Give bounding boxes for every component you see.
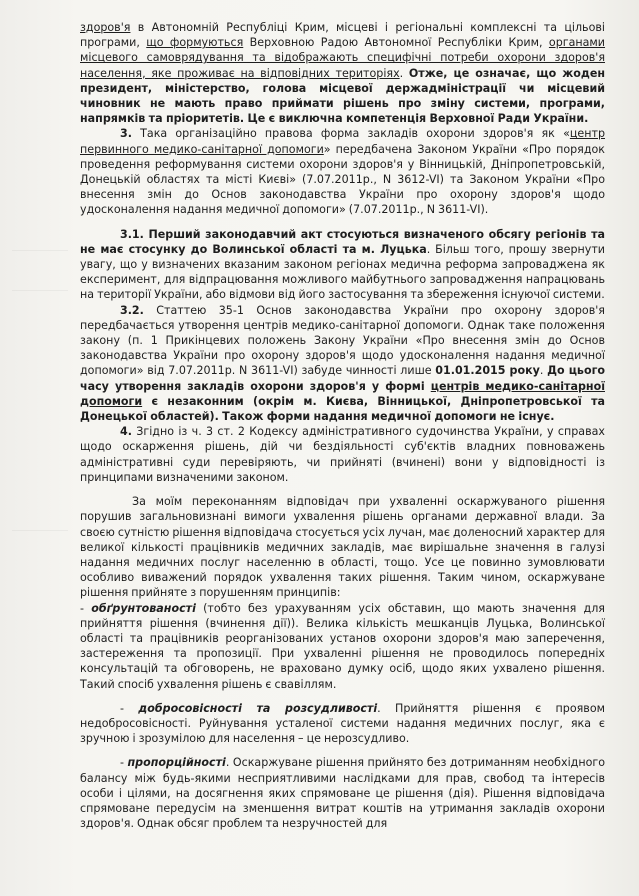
document-body: [80, 20, 605, 831]
paragraph: [80, 494, 605, 600]
text-span: здоров'я: [80, 21, 131, 34]
text-span: пропорційності: [127, 756, 226, 770]
text-span: Статтею 35-1 Основ законодавства України про охорону здоров'я передбачається утворення центрів медико-санітарної допомоги. Однак таке положення закону (п. 1 Прикінцевих положень Закону України «Про внесення змін до Основ законодавства України про охорону здоров'я щодо удосконалення надання медичної допомоги» від 7.07.2011р. N 3611-VI) забуде чинності лише: [80, 303, 605, 378]
text-span: органами місцевого самоврядування та відображають специфічні потреби охорони здоров'я населення, яке проживає на відповідних територіях: [80, 36, 606, 80]
text-span: -: [80, 601, 92, 615]
text-span: 3.2.: [120, 303, 144, 317]
text-span: -: [120, 701, 139, 715]
text-span: .: [539, 364, 548, 378]
text-span: центр первинного медико-санітарної допомоги: [80, 127, 605, 156]
text-span: 01.01.2015 року: [435, 364, 540, 378]
paragraph: [80, 701, 605, 747]
paragraph: [80, 601, 605, 692]
text-span: обґрунтованості: [91, 601, 196, 615]
text-span: Згідно із ч. 3 ст. 2 Кодексу адміністративного судочинства України, у справах щодо оскарження рішень, дій чи бездіяльності суб'єктів владних повноважень адміністративні суди перевіряють, чи прийняті (вчинені) вони у відповідності із принципами визначеними законом.: [80, 425, 605, 484]
bleed-through-mark: [12, 530, 68, 531]
text-span: За моїм переконанням відповідач при ухваленні оскаржуваного рішення порушив загальновизнані вимоги ухвалення рішень органами державної влади. За своєю сутністю рішення відповідача стосується усіх лучан, має доленосний характер для великої кількості працівників медичних закладів, має вирішальне значення в галузі надання медичних послуг населенню в області, тощо. Усе це повинно зумовлювати особливо виважений порядок ухвалення таких рішення. Таким чином, оскаржуване рішення прийняте з порушенням принципів:: [80, 495, 605, 600]
text-span: добросовісності та розсудливості: [138, 701, 378, 715]
paragraph: [80, 303, 605, 425]
text-span: в Автономній Республіці Крим, місцеві і регіональні комплексні та цільові програми,: [80, 21, 605, 50]
text-span: До цього часу утворення закладів охорони здоров'я у формі: [80, 364, 605, 393]
text-span: 4.: [120, 425, 132, 439]
bleed-through-mark: [12, 290, 68, 291]
text-span: 3.: [120, 127, 132, 141]
text-span: (тобто без урахуванням усіх обставин, що мають значення для прийняття рішення (вчинення дії)). Велика кількість мешканців Луцька, Волинської області та працівників реорганізованих установ охорони здоров'я маю заперечення, застереження та пропозиції. При ухваленні рішення не проводилось попередніх консультацій та обговорень, не враховано думку осіб, щодо яких ухвалено рішення. Такий спосіб ухвалення рішень є свавіллям.: [80, 601, 605, 691]
paragraph: [80, 424, 605, 485]
paragraph: [80, 20, 605, 126]
bleed-through-mark: [12, 250, 68, 251]
text-span: . Оскаржуване рішення прийнято без дотриманням необхідного балансу між будь-якими несприятливими наслідками для прав, свобод та інтересів особи і цілями, на досягнення яких спрямоване це рішення (дія). Рішення відповідача спрямоване передусім на зменшення витрат коштів на утримання закладів охорони здоров'я. Однак обсяг проблем та незручностей для: [80, 756, 605, 831]
paragraph: [80, 755, 605, 831]
text-span: центрів медико-санітарної допомоги: [80, 379, 605, 408]
text-span: -: [120, 756, 128, 770]
paragraph: [80, 126, 605, 217]
text-span: є незаконним (окрім м. Києва, Вінницької, Дніпропетровської та Донецької областей). Також форми надання медичної допомоги не існує.: [80, 394, 605, 424]
text-span: . Більш того, прошу звернути увагу, що у визначених вказаним законом регіонах медична реформа запроваджена як експеримент, для відпрацювання можливого майбутнього запровадження напрацювань на території України, або відмови від його застосування та збереження існуючої системи.: [80, 242, 605, 302]
text-span: Отже, це означає, що жоден президент, міністерство, голова місцевої держадміністрації чи місцевий чиновник не мають право приймати рішень про зміну системи, програми, напрямків та пріоритетів. Це є виключна компетенція Верховної Ради України.: [80, 66, 606, 126]
text-span: Така організаційно правова форма закладів охорони здоров'я як «: [131, 127, 570, 141]
text-span: .: [399, 66, 409, 80]
text-span: 3.1. Перший законодавчий акт стосуються визначеного обсягу регіонів та не має стосунку до Волинської області та м. Луцька: [80, 227, 605, 256]
text-span: що формуються: [146, 36, 244, 50]
text-span: Верховною Радою Автономної Республіки Крим,: [243, 36, 549, 50]
paragraph: [80, 227, 605, 303]
text-span: » передбачена Законом України «Про порядок проведення реформування системи охорони здоров'я у Вінницькій, Дніпропетровській, Донецькій областях та місті Києві» (7.07.2011р., N 3612-VI) та Законом України «Про внесення змін до Основ законодавства України про охорону здоров'я щодо удосконалення надання медичної допомоги» (7.07.2011р., N 3611-VI).: [80, 142, 605, 217]
text-span: . Прийняття рішення є проявом недобросовісності. Руйнування усталеної системи надання медичних послуг, яка є зручною і зрозумілою для населення – це нерозсудливо.: [80, 701, 605, 746]
